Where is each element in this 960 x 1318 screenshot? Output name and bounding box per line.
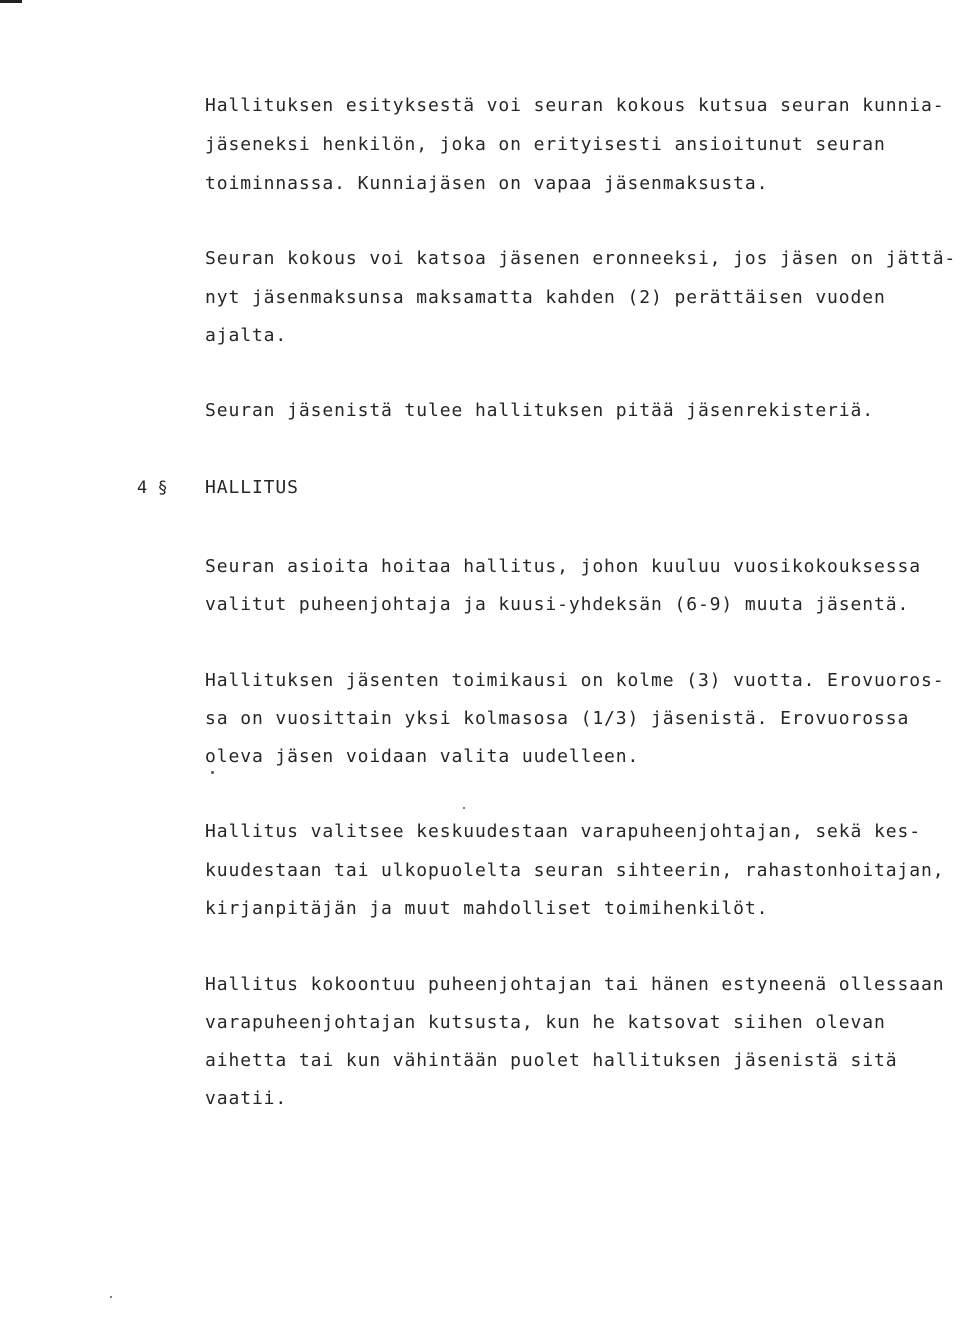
text-line: jäseneksi henkilön, joka on erityisesti ansioitunut seuran: [205, 134, 886, 155]
text-line: Hallitus valitsee keskuudestaan varapuheenjohtajan, sekä kes-: [205, 821, 921, 842]
text-line: Hallitus kokoontuu puheenjohtajan tai hänen estyneenä ollessaan: [205, 974, 945, 995]
text-line: kuudestaan tai ulkopuolelta seuran sihteerin, rahastonhoitajan,: [205, 860, 945, 881]
text-line: Seuran jäsenistä tulee hallituksen pitää jäsenrekisteriä.: [205, 400, 875, 421]
text-line: nyt jäsenmaksunsa maksamatta kahden (2) perättäisen vuoden: [205, 287, 886, 308]
text-line: Hallituksen jäsenten toimikausi on kolme (3) vuotta. Erovuoros-: [205, 670, 945, 691]
text-line: valitut puheenjohtaja ja kuusi-yhdeksän (6-9) muuta jäsentä.: [205, 594, 910, 615]
text-line: aihetta tai kun vähintään puolet hallituksen jäsenistä sitä: [205, 1050, 898, 1071]
section-title: HALLITUS: [205, 477, 299, 498]
scan-speck: [463, 807, 465, 809]
scan-speck: [211, 771, 214, 774]
text-line: Seuran asioita hoitaa hallitus, johon kuuluu vuosikokouksessa: [205, 556, 921, 577]
text-line: Seuran kokous voi katsoa jäsenen eronneeksi, jos jäsen on jättä-: [205, 248, 957, 269]
text-line: sa on vuosittain yksi kolmasosa (1/3) jäsenistä. Erovuorossa: [205, 708, 910, 729]
section-number: 4 §: [137, 478, 168, 498]
text-line: kirjanpitäjän ja muut mahdolliset toimihenkilöt.: [205, 898, 769, 919]
text-line: varapuheenjohtajan kutsusta, kun he katsovat siihen olevan: [205, 1012, 886, 1033]
text-line: Hallituksen esityksestä voi seuran kokous kutsua seuran kunnia-: [205, 95, 945, 116]
scan-speck: [110, 1296, 112, 1298]
text-line: toiminnassa. Kunniajäsen on vapaa jäsenmaksusta.: [205, 173, 769, 194]
text-line: ajalta.: [205, 325, 288, 346]
text-line: oleva jäsen voidaan valita uudelleen.: [205, 746, 640, 767]
text-line: vaatii.: [205, 1088, 288, 1109]
